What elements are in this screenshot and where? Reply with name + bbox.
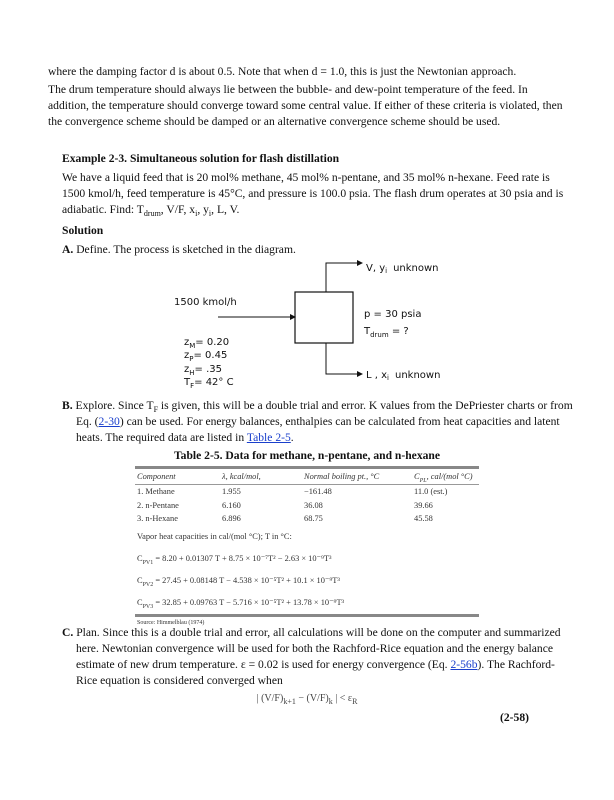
- subscript: drum: [143, 209, 161, 218]
- text: , L, V.: [211, 203, 240, 216]
- table-row: 1. Methane 1.955 −161.48 11.0 (est.): [137, 487, 448, 496]
- step-b: [62, 398, 576, 446]
- vapor-arrow: [326, 263, 362, 292]
- drum-box: [295, 292, 353, 343]
- heat-capacity-equation: $C_{PV3} = 32.85 + 0.09763$ T − 5.716 × 10⁻⁵T² + 13.78 × 10⁻⁹T³: [137, 597, 345, 610]
- text: ) can be used. For energy balances, enthalpies can be calculated from heat capacities and latent heats. The required data are listed in: [76, 415, 560, 444]
- heat-capacity-equation: $C_{PV1} = 8.20 + 0.01307$ T + 8.75 × 10⁻⁷T² − 2.63 × 10⁻⁹T³: [137, 553, 332, 566]
- table-source: Source: Himmelblau (1974): [137, 619, 205, 626]
- equation-link[interactable]: 2-56b: [450, 658, 478, 671]
- composition-z-h: $z_H= .35$: [184, 364, 222, 377]
- column-header: Component: [137, 472, 176, 481]
- subscript: F: [153, 405, 159, 414]
- paragraph: where the damping factor d is about 0.5. Note that when d = 1.0, this is just the Newtonian approach.: [48, 65, 517, 78]
- equation-number: (2-58): [500, 711, 529, 724]
- text: ). The Rachford-Rice equation is considered converged when: [76, 658, 555, 687]
- solution-heading: Solution: [62, 224, 104, 237]
- table-row: 2. n-Pentane 6.160 36.08 39.66: [137, 500, 433, 510]
- step-c: [62, 625, 576, 689]
- vapor-label: V, $y_i$ unknown: [366, 263, 439, 275]
- paragraph: The drum temperature should always lie between the bubble- and dew-point temperature of the feed. In addition, the temperature should converge toward some central value. If either of these criteria is violated, then the convergence scheme should be damped or an alternative convergence scheme should be used.: [48, 83, 563, 128]
- example-title: Example 2-3. Simultaneous solution for flash distillation: [62, 152, 340, 165]
- feed-temperature: $T_F= 42^\circ$ C: [184, 377, 234, 390]
- table-row: 3. n-Hexane 6.896 68.75 45.58: [137, 514, 433, 523]
- text: We have a liquid feed that is 20 mol% methane, 45 mol% n-pentane, and 35 mol% n-hexane. Feed rate is 1500 kmol/h, feed temperature is 45°C, and pressure is 100.0 psia. The flash drum operates at 30 psia and is adiabatic. Find: T: [62, 171, 564, 216]
- convergence-equation: | $(V/F)_{k+1} - (V/F)_k$ | < $\varepsilon_R$: [256, 693, 358, 706]
- text: Plan. Since this is a double trial and error, all calculations will be done on the computer and summarized here. Newtonian convergence will be used for both the Rachford-Rice equation and the energy balance estimate of new drum temperature. ε = 0.02 is used for energy convergence (Eq.: [76, 626, 561, 671]
- step-label: A.: [62, 243, 74, 256]
- step-label: C.: [62, 626, 74, 639]
- text: Explore. Since T: [75, 399, 154, 412]
- text: , V/F, x: [160, 203, 196, 216]
- table-link[interactable]: Table 2-5: [246, 431, 291, 444]
- tdrum-label: $T_{drum}$ = ?: [364, 326, 409, 339]
- composition-z-m: $z_M= 0.20$: [184, 337, 230, 350]
- data-table: [135, 466, 479, 629]
- vapor-note: Vapor heat capacities in cal/(mol °C); T in °C:: [137, 531, 292, 541]
- subscript: i: [208, 209, 212, 218]
- text: .: [290, 431, 294, 444]
- subscript: i: [195, 209, 198, 218]
- composition-z-p: $z_P= 0.45$: [184, 350, 228, 363]
- text: is given, this will be a double trial and error. K values from the DePriester charts or from Eq. (: [76, 399, 573, 428]
- feed-label: 1500 kmol/h: [174, 297, 237, 308]
- pressure-label: p = 30 psia: [364, 309, 422, 320]
- example-text: [62, 170, 567, 218]
- column-header: $C_{PL}$, cal/(mol °C): [414, 472, 473, 484]
- equation-link[interactable]: 2-30: [98, 415, 120, 428]
- liquid-label: L , $x_i$ unknown: [366, 370, 441, 382]
- liquid-arrow: [326, 343, 362, 374]
- heat-capacity-equation: $C_{PV2} = 27.45 + 0.08148$ T − 4.538 × 10⁻⁵T² + 10.1 × 10⁻⁹T³: [137, 575, 340, 588]
- flash-drum-diagram: [160, 255, 460, 395]
- table-title: Table 2-5. Data for methane, n-pentane, and n-hexane: [173, 449, 441, 462]
- column-header: Normal boiling pt., °C: [304, 472, 380, 481]
- step-label: B.: [62, 399, 73, 412]
- text: Define. The process is sketched in the diagram.: [76, 243, 296, 256]
- text: , y: [197, 203, 209, 216]
- table-header: [135, 469, 479, 484]
- column-header: λ, kcal/mol,: [222, 472, 261, 481]
